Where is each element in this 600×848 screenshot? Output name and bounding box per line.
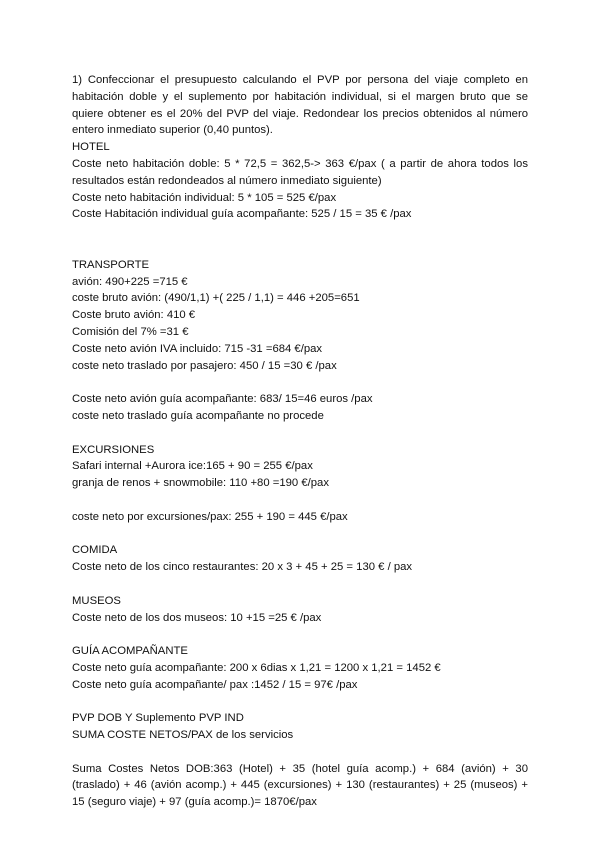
guia-line: Coste neto guía acompañante: 200 x 6dias x 1,21 = 1200 x 1,21 = 1452 € [72, 661, 441, 674]
section-heading-guia: GUÍA ACOMPAÑANTE [72, 645, 188, 658]
section-heading-pvp: PVP DOB Y Suplemento PVP IND [72, 712, 244, 725]
section-heading-hotel: HOTEL [72, 141, 110, 154]
transporte-line: avión: 490+225 =715 € [72, 275, 188, 288]
hotel-line: Coste neto habitación individual: 5 * 105 = 525 €/pax [72, 191, 337, 204]
transporte-line: Coste neto avión IVA incluido: 715 -31 =684 €/pax [72, 342, 323, 355]
transporte-line: coste neto traslado por pasajero: 450 / 15 =30 € /pax [72, 359, 337, 372]
excursiones-total: coste neto por excursiones/pax: 255 + 190 = 445 €/pax [72, 510, 348, 523]
transporte-line: Coste bruto avión: 410 € [72, 309, 196, 322]
section-heading-excursiones: EXCURSIONES [72, 443, 155, 456]
hotel-line: Coste Habitación individual guía acompañante: 525 / 15 = 35 € /pax [72, 208, 412, 221]
section-heading-museos: MUSEOS [72, 594, 121, 607]
section-heading-comida: COMIDA [72, 544, 118, 557]
hotel-line: Coste neto habitación doble: 5 * 72,5 = 362,5-> 363 €/pax ( a partir de ahora todos los resultados están redondeados al número inmediato siguiente) [72, 157, 528, 187]
transporte-line: Comisión del 7% =31 € [72, 325, 189, 338]
comida-line: Coste neto de los cinco restaurantes: 20 x 3 + 45 + 25 = 130 € / pax [72, 561, 413, 574]
excursiones-line: Safari internal +Aurora ice:165 + 90 = 255 €/pax [72, 460, 313, 473]
transporte-line: coste bruto avión: (490/1,1) +( 225 / 1,1) = 446 +205=651 [72, 292, 360, 305]
pvp-subheading: SUMA COSTE NETOS/PAX de los servicios [72, 729, 294, 742]
suma-costes-paragraph: Suma Costes Netos DOB:363 (Hotel) + 35 (hotel guía acomp.) + 684 (avión) + 30 (traslado) + 46 (avión acomp.) + 445 (excursiones) + 130 (restaurantes) + 25 (museos) + 15 (seguro viaje) + 97 (guía acomp.)= 1870€/pax [72, 762, 528, 809]
transporte-guia-line: Coste neto avión guía acompañante: 683/ 15=46 euros /pax [72, 393, 373, 406]
museos-line: Coste neto de los dos museos: 10 +15 =25 € /pax [72, 611, 322, 624]
intro-paragraph: 1) Confeccionar el presupuesto calculando el PVP por persona del viaje completo en habitación doble y el suplemento por habitación individual, si el margen bruto que se quiere obtener es el 20% del PVP del viaje. Redondear los precios obtenidos al número entero inmediato superior (0,40 puntos). [72, 74, 528, 137]
section-heading-transporte: TRANSPORTE [72, 258, 149, 271]
document-body [72, 72, 528, 811]
guia-line: Coste neto guía acompañante/ pax :1452 / 15 = 97€ /pax [72, 678, 358, 691]
excursiones-line: granja de renos + snowmobile: 110 +80 =190 €/pax [72, 477, 329, 490]
transporte-guia-line: coste neto traslado guía acompañante no procede [72, 409, 324, 422]
